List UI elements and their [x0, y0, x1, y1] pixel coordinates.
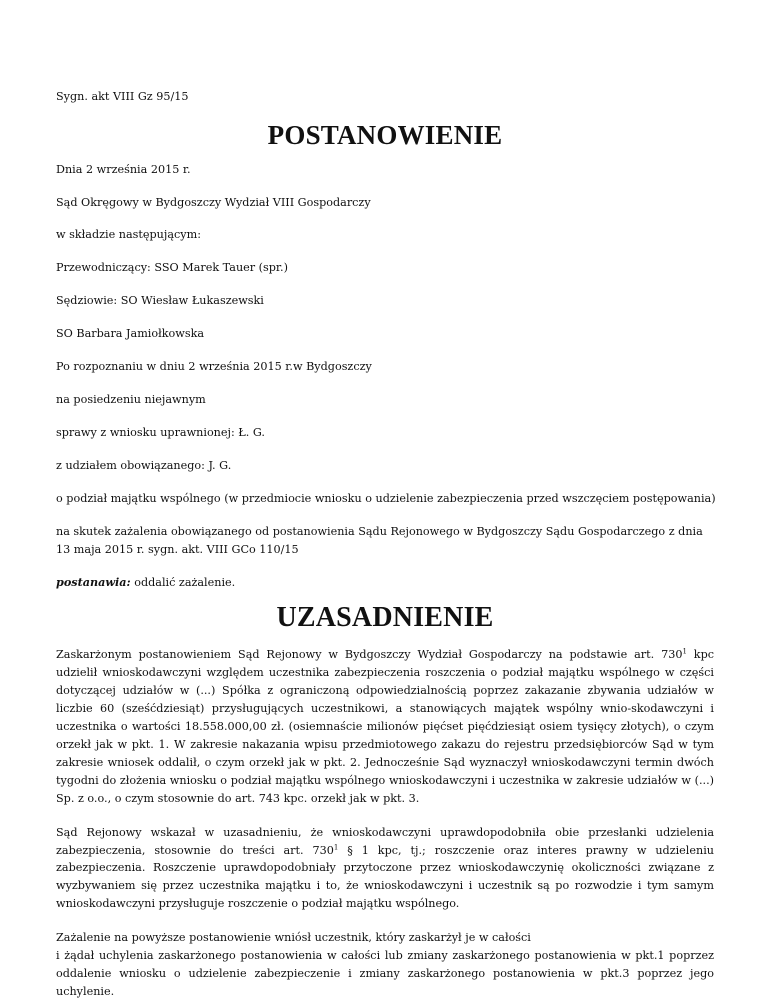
second-judge: SO Barbara Jamiołkowska [56, 327, 205, 341]
superscript: 1 [333, 842, 339, 851]
justification-paragraph-3 [56, 929, 714, 1001]
paragraph-text: § 1 kpc, tj.; roszczenie oraz interes prawny w udzieleniu zabezpieczenia. Roszczenie uprawdopodobniały przytoczone przez wnioskodawczynię okoliczności związane z wyzbywaniem się przez uczestnika majątku i to, że wnioskodawczyni i uczestnik są po rozwodzie i tym samym wnioskodawczyni przysługuje roszczenie o podział majątku wspólnego. [56, 843, 714, 911]
justification-paragraph-2 [56, 824, 714, 914]
judges: Sędziowie: SO Wiesław Łukaszewski [56, 294, 264, 308]
case-signature: Sygn. akt VIII Gz 95/15 [56, 90, 189, 103]
hearing-info: Po rozpoznaniu w dniu 2 września 2015 r.w Bydgoszczy [56, 360, 372, 374]
document-page [56, 88, 714, 1001]
appeal-basis: na skutek zażalenia obowiązanego od postanowienia Sądu Rejonowego w Bydgoszczy Sądu Gospodarczego z dnia 13 maja 2015 r. sygn. akt. VIII GCo 110/15 [56, 524, 703, 556]
paragraph-text: i żądał uchylenia zaskarżonego postanowienia w całości lub zmiany zaskarżonego postanowienia w pkt.1 poprzez oddalenie wniosku o udzielenie zabezpieczenie i zmiany zaskarżonego postanowienia w pkt.3 poprzez jego uchylenie. [56, 949, 714, 998]
justification-paragraph-1 [56, 646, 714, 807]
presiding-judge: Przewodniczący: SSO Marek Tauer (spr.) [56, 261, 288, 275]
paragraph-line: Zażalenie na powyższe postanowienie wniósł uczestnik, który zaskarżył je w całości [56, 931, 531, 945]
composition-intro: w składzie następującym: [56, 228, 201, 242]
justification-title: UZASADNIENIE [276, 601, 494, 633]
decision-date: Dnia 2 września 2015 r. [56, 162, 191, 176]
case-applicant: sprawy z wniosku uprawnionej: Ł. G. [56, 425, 265, 439]
session-type: na posiedzeniu niejawnym [56, 393, 206, 407]
verdict-text: oddalić zażalenie. [130, 575, 236, 589]
superscript: 1 [682, 647, 687, 656]
verdict-keyword: postanawia: [56, 574, 131, 589]
paragraph-text: Zaskarżonym postanowieniem Sąd Rejonowy w Bydgoszczy Wydział Gospodarczy na podstawie art. 730 [56, 648, 683, 662]
verdict [56, 574, 714, 592]
court-name: Sąd Okręgowy w Bydgoszczy Wydział VIII Gospodarczy [56, 195, 371, 209]
case-subject: o podział majątku wspólnego (w przedmiocie wniosku o udzielenie zabezpieczenia przed wszczęciem postępowania) [56, 491, 716, 505]
paragraph-text: kpc udzielił wnioskodawczyni względem uczestnika zabezpieczenia roszczenia o podział majątku wspólnego w części dotyczącej udziałów w (...) Spółka z ograniczoną odpowiedzialnością poprzez zakazanie zbywania udziałów w liczbie 60 (sześćdziesiąt) przysługujących uczestnikowi, a stanowiących majątek wspólny wnio-skodawczyni i uczestnika o wartości 18.558.000,00 zł. (osiemnaście milionów pięćset pięćdziesiąt osiem tysięcy złotych), o czym orzekł jak w pkt. 1. W zakresie nakazania wpisu przedmiotowego zakazu do rejestru przedsiębiorców Sąd w tym zakresie wniosek oddalił, o czym orzekł jak w pkt. 2. Jednocześnie Sąd wyznaczył wnioskodawczyni termin dwóch tygodni do złożenia wniosku o podział majątku wspólnego wnioskodawczyni i uczestnika w zakresie udziałów w (...) Sp. z o.o., o czym stosownie do art. 743 kpc. orzekł jak w pkt. 3. [56, 648, 715, 805]
document-title: POSTANOWIENIE [267, 119, 503, 150]
case-participant: z udziałem obowiązanego: J. G. [56, 458, 232, 472]
paragraph-text: Sąd Rejonowy wskazał w uzasadnieniu, że wnioskodawczyni uprawdopodobniła obie przesłanki udzielenia zabezpieczenia, stosownie do treści art. 730 [56, 825, 714, 857]
